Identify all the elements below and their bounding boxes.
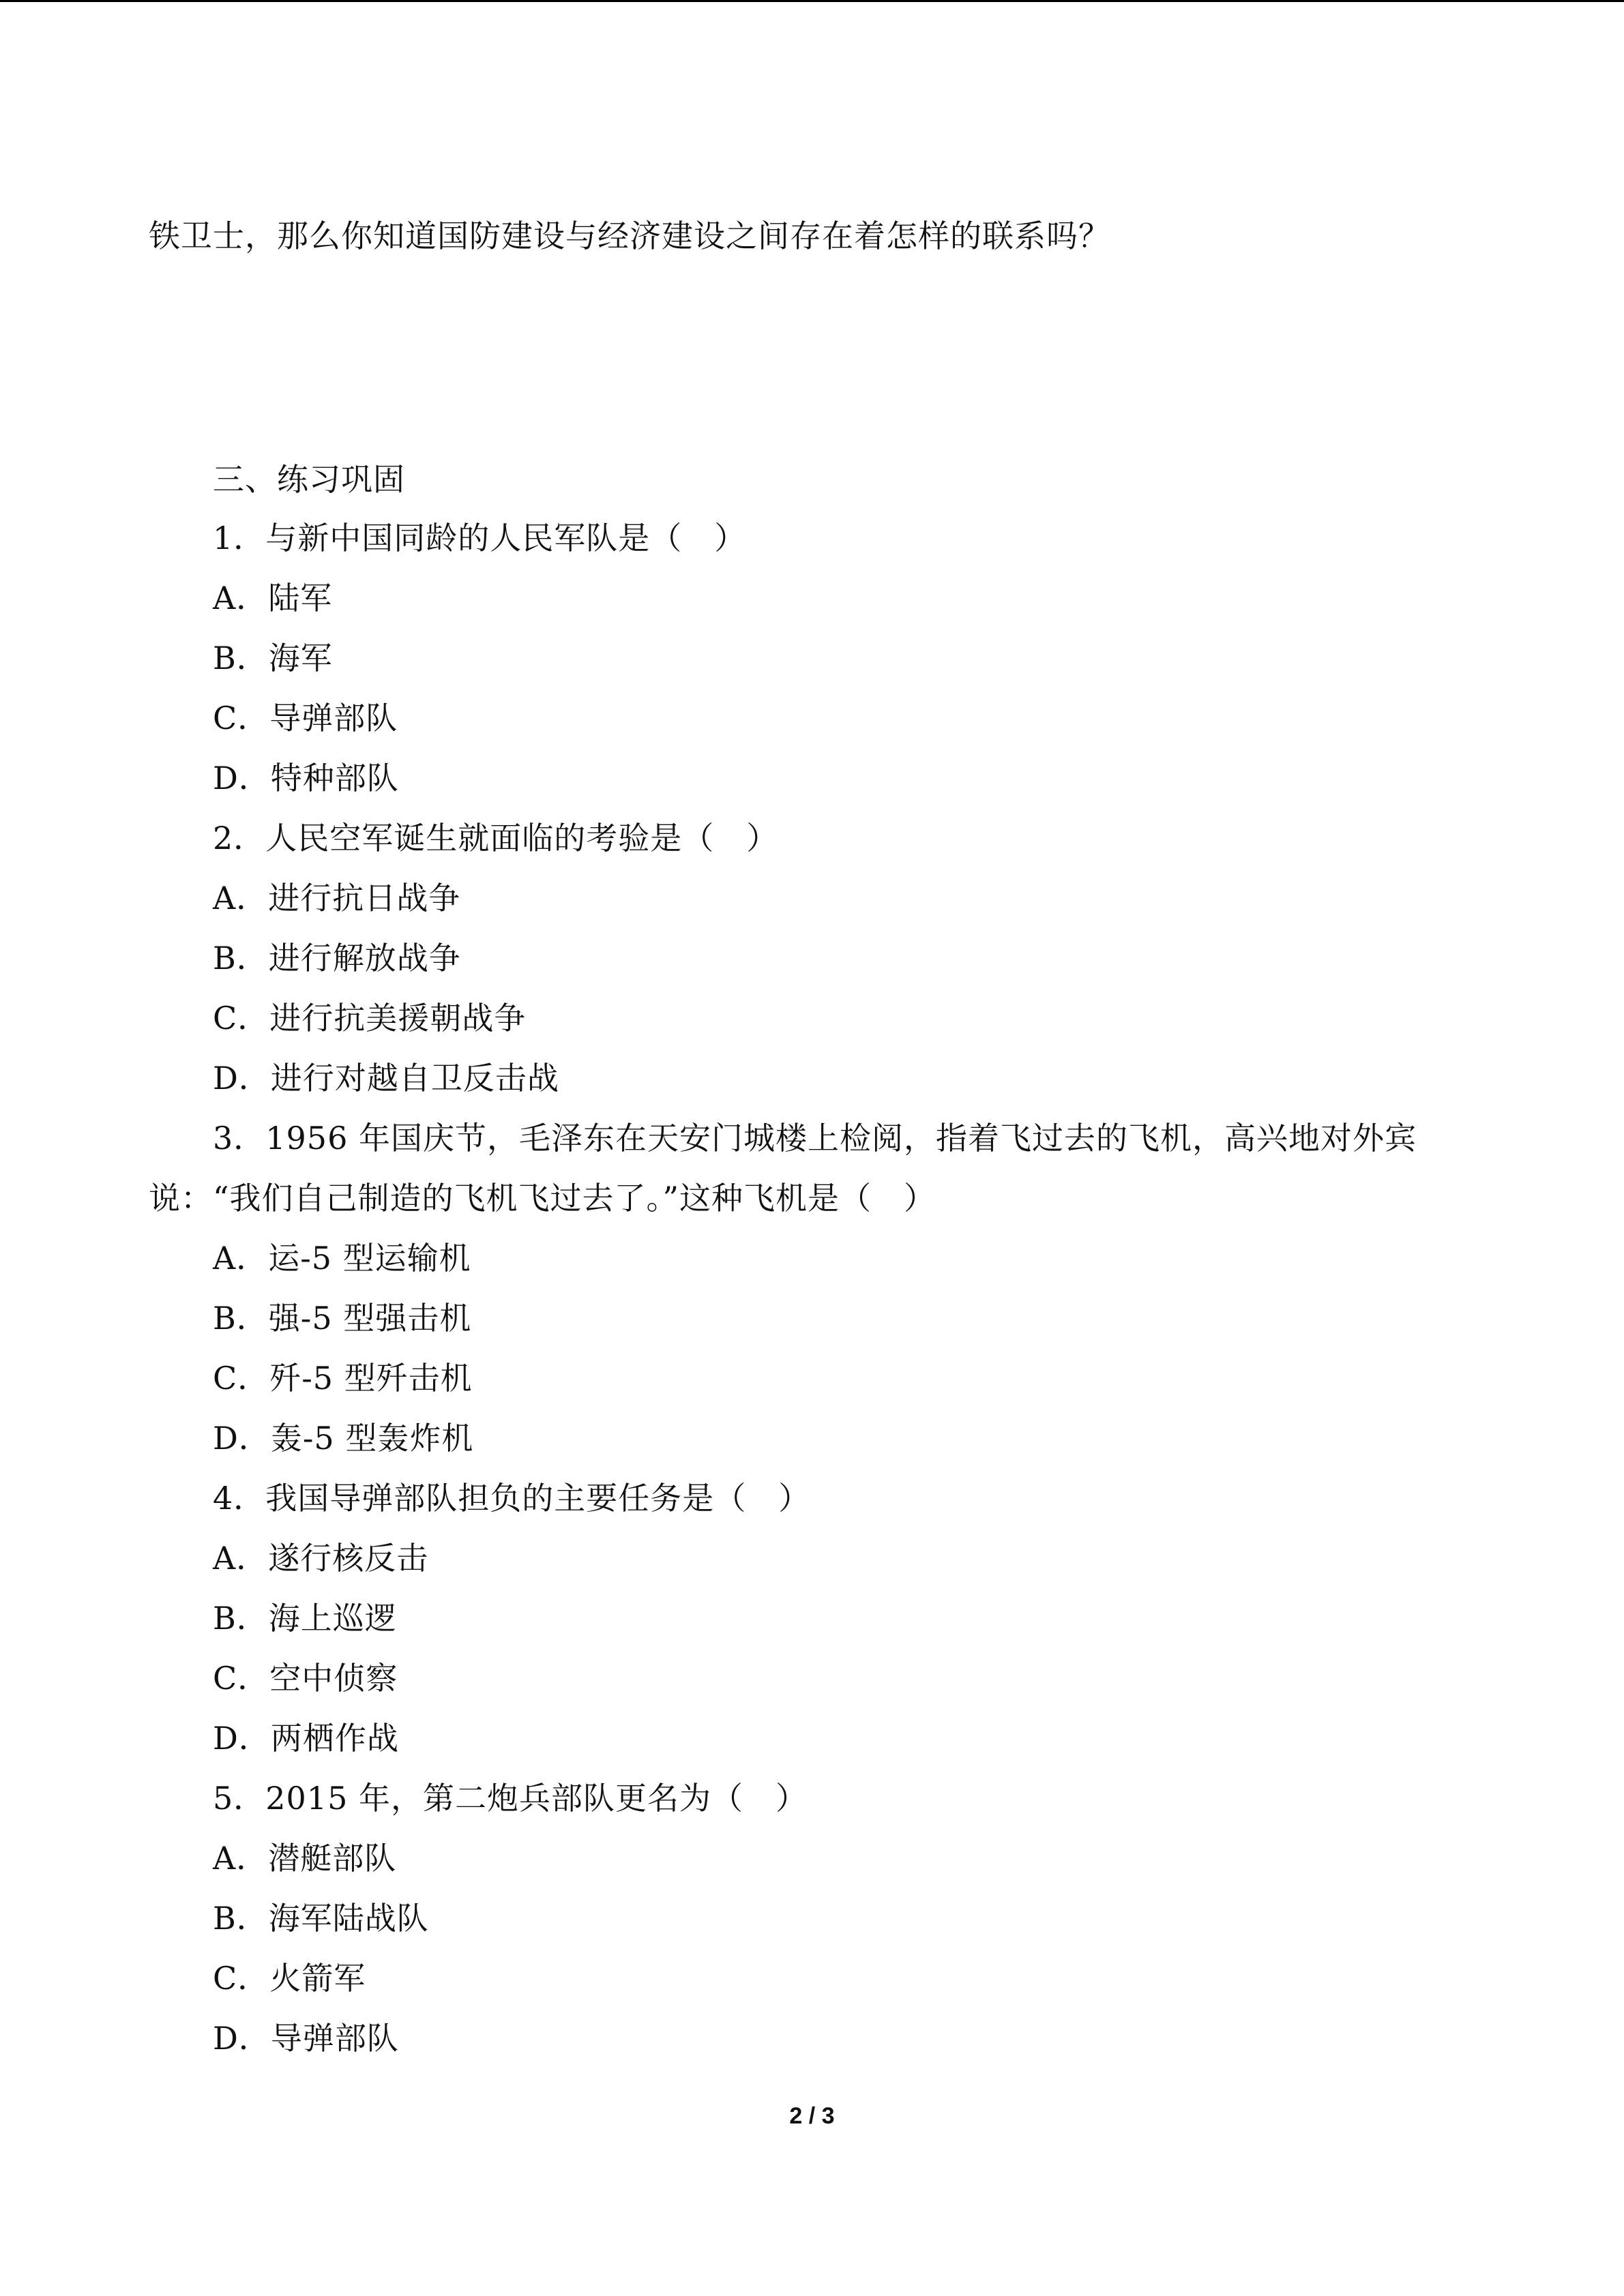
question-1-option-b: B．海军 — [213, 640, 333, 676]
question-5-stem: 5．2015 年，第二炮兵部队更名为（ ） — [213, 1780, 808, 1817]
question-4-option-d: D．两栖作战 — [213, 1720, 399, 1757]
question-3-option-a: A．运-5 型运输机 — [213, 1240, 471, 1277]
question-4-stem: 4．我国导弹部队担负的主要任务是（ ） — [213, 1480, 811, 1517]
question-3-stem: 3．1956 年国庆节，毛泽东在天安门城楼上检阅，指着飞过去的飞机，高兴地对外宾 — [213, 1120, 1417, 1157]
question-4-option-c: C．空中侦察 — [213, 1660, 398, 1697]
question-2-option-a: A．进行抗日战争 — [213, 880, 461, 916]
question-3-stem-continued: 说：“我们自己制造的飞机飞过去了。”这种飞机是（ ） — [149, 1180, 936, 1217]
question-5-option-c: C．火箭军 — [213, 1960, 366, 1997]
question-4-option-b: B．海上巡逻 — [213, 1600, 397, 1637]
intro-text: 铁卫士，那么你知道国防建设与经济建设之间存在着怎样的联系吗？ — [149, 218, 1110, 254]
question-2-option-c: C．进行抗美援朝战争 — [213, 1000, 527, 1037]
question-1-option-a: A．陆军 — [213, 580, 333, 616]
section-title: 三、练习巩固 — [213, 461, 405, 498]
question-5-option-d: D．导弹部队 — [213, 2020, 399, 2057]
question-2-option-d: D．进行对越自卫反击战 — [213, 1060, 559, 1097]
question-1-option-d: D．特种部队 — [213, 760, 399, 796]
page-number: 2 / 3 — [789, 2103, 835, 2129]
question-2-stem: 2．人民空军诞生就面临的考验是（ ） — [213, 820, 779, 856]
question-5-option-a: A．潜艇部队 — [213, 1840, 397, 1877]
question-3-option-d: D．轰-5 型轰炸机 — [213, 1420, 474, 1457]
question-3-option-c: C．歼-5 型歼击机 — [213, 1360, 473, 1397]
question-3-option-b: B．强-5 型强击机 — [213, 1300, 472, 1337]
question-5-option-b: B．海军陆战队 — [213, 1900, 429, 1937]
question-2-option-b: B．进行解放战争 — [213, 940, 461, 976]
question-4-option-a: A．遂行核反击 — [213, 1540, 429, 1577]
question-1-stem: 1．与新中国同龄的人民军队是（ ） — [213, 520, 747, 556]
question-1-option-c: C．导弹部队 — [213, 700, 398, 736]
